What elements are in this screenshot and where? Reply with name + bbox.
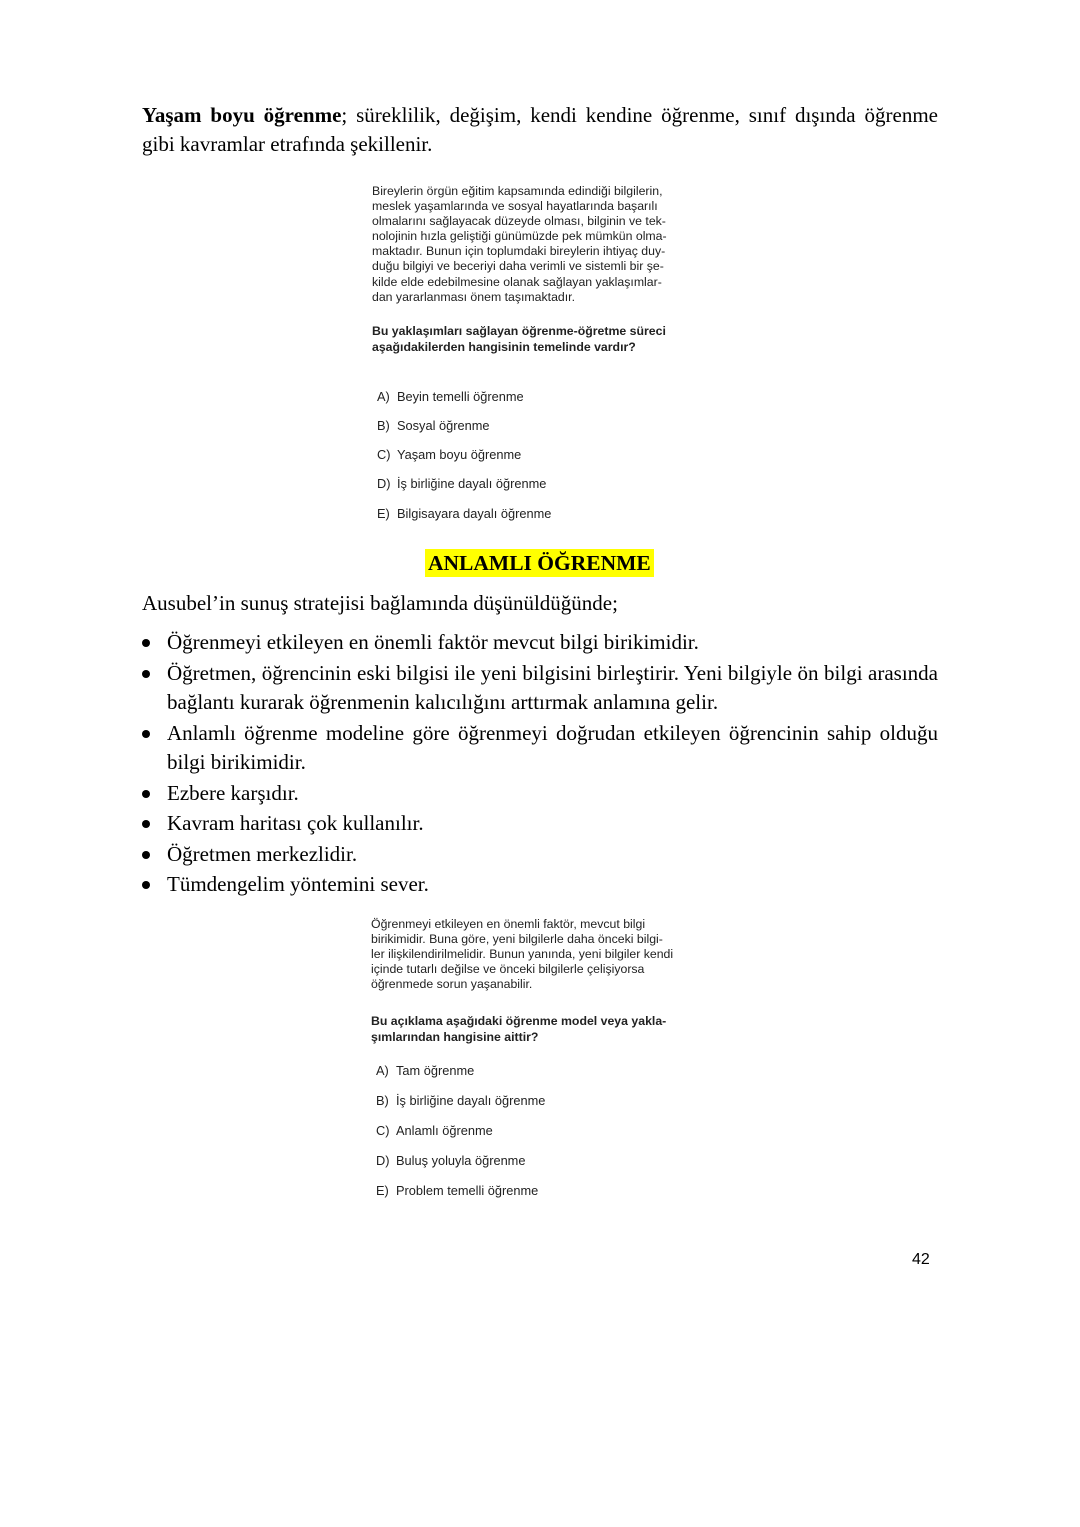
list-item-text: Öğrenmeyi etkileyen en önemli faktör mevcut bilgi birikimidir. [167,630,699,654]
question-2-stem [371,917,751,992]
bullet-icon [142,730,150,738]
bullet-icon [142,639,150,647]
option-a [377,389,524,404]
prompt-line: aşağıdakilerden hangisinin temelinde vardır? [372,340,636,354]
prompt-line: Bu açıklama aşağıdaki öğrenme model veya yakla- [371,1014,667,1028]
option-letter: E) [377,506,390,521]
option-text: Bilgisayara dayalı öğrenme [397,506,552,521]
question-1 [372,184,732,524]
list-item [140,719,938,778]
stem-line: olmalarını sağlayacak düzeyde olması, bilginin ve tek- [372,214,666,229]
list-item-text: Kavram haritası çok kullanılır. [167,811,424,835]
list-item [140,870,938,900]
option-letter: C) [376,1123,390,1138]
option-text: Yaşam boyu öğrenme [397,447,522,462]
bullet-icon [142,790,150,798]
option-c [377,447,521,462]
option-text: Sosyal öğrenme [397,418,490,433]
question-1-stem [372,184,732,305]
bullet-list [140,628,938,901]
option-text: Problem temelli öğrenme [396,1183,539,1198]
intro-paragraph [142,101,938,159]
stem-line: ler ilişkilendirilmelidir. Bunun yanında, yeni bilgiler kendi [371,947,674,962]
option-text: Anlamlı öğrenme [396,1123,493,1138]
list-item [140,628,938,658]
option-letter: A) [376,1063,389,1078]
option-e [377,506,551,521]
list-item [140,840,938,870]
option-letter: B) [377,418,390,433]
option-letter: A) [377,389,390,404]
option-text: Beyin temelli öğrenme [397,389,524,404]
stem-line: dan yararlanması önem taşımaktadır. [372,289,575,304]
stem-line: kilde elde edebilmesine olanak sağlayan yaklaşımlar- [372,274,662,289]
prompt-line: şımlarından hangisine aittir? [371,1030,539,1044]
section-heading: ANLAMLI ÖĞRENME [425,549,654,577]
intro-bold-term: Yaşam boyu öğrenme [142,103,342,127]
option-text: İş birliğine dayalı öğrenme [396,1093,546,1108]
stem-line: Öğrenmeyi etkileyen en önemli faktör, mevcut bilgi [371,917,646,931]
list-item-text: Öğretmen merkezlidir. [167,841,358,866]
option-a [376,1063,474,1078]
option-letter: B) [376,1093,389,1108]
section-lead: Ausubel’in sunuş stratejisi bağlamında düşünüldüğünde; [142,591,618,615]
bullet-icon [142,820,150,828]
stem-line: meslek yaşamlarında ve sosyal hayatlarında başarılı [372,199,658,214]
option-b [377,418,489,433]
stem-line: içinde tutarlı değilse ve önceki bilgilerle çelişiyorsa [371,962,645,977]
bullet-icon [142,670,150,678]
option-c [376,1123,493,1138]
list-item-text: Öğretmen, öğrencinin eski bilgisi ile yeni bilgisini birleştirir. Yeni bilgiyle ön bilgi arasında bağlantı kurarak öğrenmenin kalıcılığını arttırmak anlamına gelir. [167,660,938,714]
option-letter: D) [377,476,391,491]
stem-line: nolojinin hızla geliştiği günümüzde pek mümkün olma- [372,229,667,244]
option-letter: C) [377,447,391,462]
bullet-icon [142,881,150,889]
list-item-text: Anlamlı öğrenme modeline göre öğrenmeyi doğrudan etkileyen öğrencinin sahip olduğu bilgi birikimidir. [167,720,938,774]
question-1-prompt [372,323,666,355]
list-item-text: Tümdengelim yöntemini sever. [167,872,429,896]
stem-line: birikimidir. Buna göre, yeni bilgilerle daha önceki bilgi- [371,932,663,947]
option-d [376,1153,525,1168]
stem-line: Bireylerin örgün eğitim kapsamında edindiği bilgilerin, [372,184,663,198]
list-item [140,659,938,718]
option-text: İş birliğine dayalı öğrenme [397,476,547,491]
list-item-text: Ezbere karşıdır. [167,780,299,805]
page-number: 42 [912,1251,930,1268]
bullet-icon [142,851,150,859]
prompt-line: Bu yaklaşımları sağlayan öğrenme-öğretme süreci [372,324,666,338]
option-b [376,1093,545,1108]
list-item [140,809,938,839]
intro-text: ; süreklilik, değişim, kendi kendine öğrenme, sınıf dışında öğrenme gibi kavramlar etrafında şekillenir. [142,103,938,156]
option-d [377,476,546,491]
stem-line: duğu bilgiyi ve beceriyi daha verimli ve sistemli bir şe- [372,259,664,274]
stem-line: maktadır. Bunun için toplumdaki bireylerin ihtiyaç duy- [372,244,666,259]
option-text: Buluş yoluyla öğrenme [396,1153,526,1168]
list-item [140,779,938,809]
option-letter: E) [376,1183,389,1198]
option-letter: D) [376,1153,390,1168]
option-e [376,1183,538,1198]
option-text: Tam öğrenme [396,1063,475,1078]
question-2 [371,917,751,1207]
stem-line: öğrenmede sorun yaşanabilir. [371,977,533,992]
question-2-prompt [371,1013,666,1045]
